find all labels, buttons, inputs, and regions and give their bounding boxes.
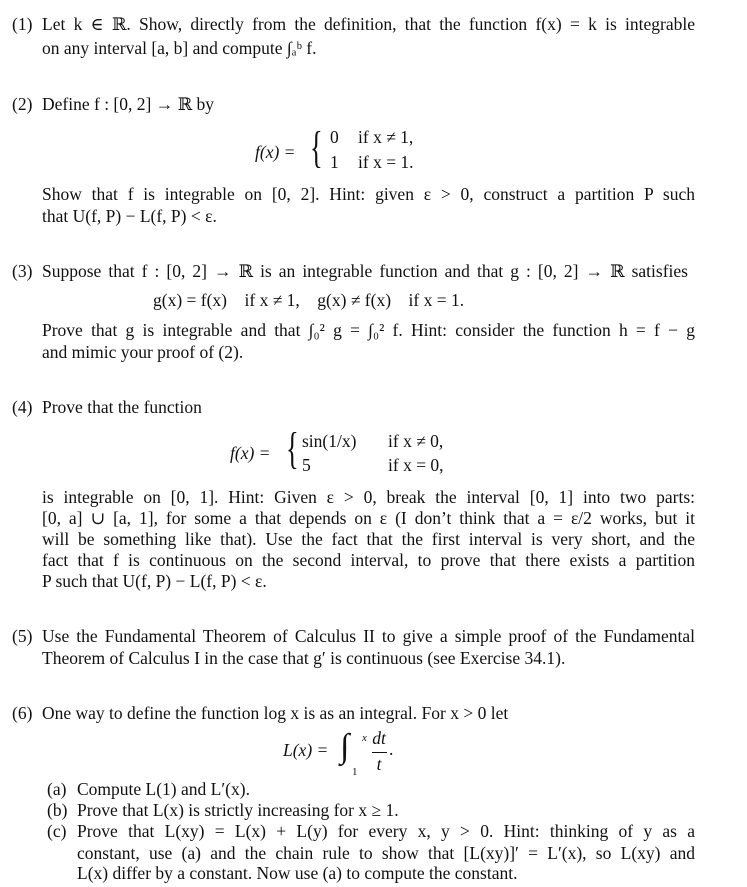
part-label: (a) [47,779,67,799]
part-text-line: Compute L(1) and L′(x). [77,779,250,799]
problem-text-line: will be something like that). Use the fact that the first interval is very short, and the [42,529,695,549]
case-value: sin(1/x) [302,431,357,451]
case-condition: if x = 1. [358,152,414,172]
problem-text-line: and mimic your proof of (2). [42,342,244,362]
problem-text-line: [0, a] ∪ [a, 1], for some a that depends on ε (I don’t think that a = ε/2 works, but it [42,508,695,528]
display-lhs: f(x) = [230,443,271,463]
left-brace: { [286,424,299,473]
case-condition: if x = 0, [388,455,444,475]
problem-text-line: is integrable on [0, 1]. Hint: Given ε > 0, break the interval [0, 1] into two parts: [42,487,695,507]
display-equation: g(x) = f(x) if x ≠ 1, g(x) ≠ f(x) if x = 1. [153,290,465,310]
problem-number: (6) [12,703,33,723]
problem-number: (1) [12,14,33,34]
problem-text-line: Show that f is integrable on [0, 2]. Hint: given ε > 0, construct a partition P such [42,184,695,204]
display-lhs: f(x) = [255,142,296,162]
problem-intro: Define f : [0, 2] → ℝ by [42,94,215,114]
lower-limit: 1 [352,766,358,778]
problem-number: (3) [12,261,33,281]
fraction-bar [372,752,387,753]
case-value: 0 [330,127,339,147]
case-value: 1 [330,152,339,172]
problem-number: (2) [12,94,33,114]
upper-limit: x [362,732,367,744]
part-text-line: constant, use (a) and the chain rule to show that [L(xy)]′ = L′(x), so L(xy) and [77,843,695,863]
problem-text-line: that U(f, P) − L(f, P) < ε. [42,206,217,226]
problem-number: (4) [12,397,33,417]
display-lhs: L(x) = [283,740,329,760]
display-period: . [389,739,394,759]
part-label: (c) [47,821,67,841]
case-condition: if x ≠ 0, [388,431,444,451]
numerator: dt [372,728,386,748]
part-label: (b) [47,800,68,820]
problem-intro: One way to define the function log x is as an integral. For x > 0 let [42,703,509,723]
problem-text-line: Let k ∈ ℝ. Show, directly from the definition, that the function f(x) = k is integrable [42,14,695,34]
problem-text-line: Use the Fundamental Theorem of Calculus II to give a simple proof of the Fundamental [42,626,695,646]
denominator: t [376,754,382,774]
part-text-line: L(x) differ by a constant. Now use (a) to compute the constant. [77,863,518,883]
problem-text-line: fact that f is continuous on the second interval, to prove that there exists a partition [42,550,695,570]
integral-sign: ∫ [340,728,350,765]
case-value: 5 [302,455,311,475]
problem-intro: Suppose that f : [0, 2] → ℝ is an integrable function and that g : [0, 2] → ℝ satisfies [42,261,688,281]
case-condition: if x ≠ 1, [358,127,414,147]
problem-number: (5) [12,626,33,646]
problem-text-line: P such that U(f, P) − L(f, P) < ε. [42,571,267,591]
problem-text-line: Theorem of Calculus I in the case that g′ is continuous (see Exercise 34.1). [42,648,566,668]
problem-text-line: Prove that g is integrable and that ∫₀² g = ∫₀² f. Hint: consider the function h = f − g [42,320,695,340]
part-text-line: Prove that L(xy) = L(x) + L(y) for every x, y > 0. Hint: thinking of y as a [77,821,695,841]
part-text-line: Prove that L(x) is strictly increasing for x ≥ 1. [77,800,399,820]
left-brace: { [310,123,323,172]
problem-intro: Prove that the function [42,397,202,417]
problem-text-line: on any interval [a, b] and compute ∫ₐᵇ f. [42,38,317,58]
